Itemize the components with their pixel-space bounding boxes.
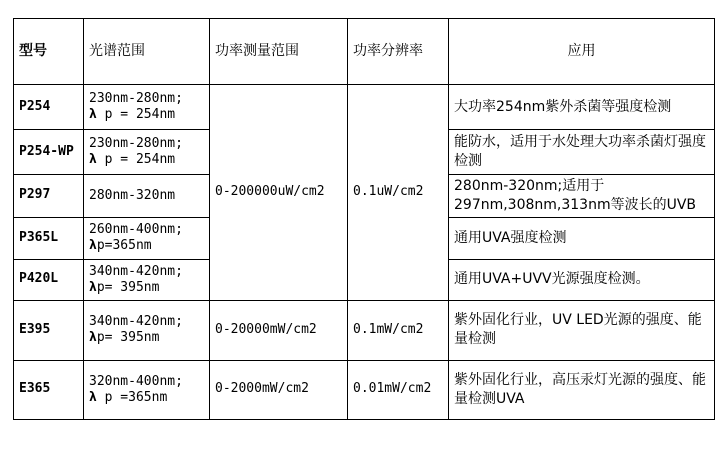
spectrum-cell [84,175,210,218]
lambda-symbol: λ [89,279,97,295]
spectrum-range: 230nm-280nm; [89,135,183,151]
p-series-resolution: 0.1uW/cm2 [348,85,449,301]
model-cell: P365L [14,217,84,259]
model-cell: P254 [14,85,84,130]
lambda-symbol: λ [89,389,97,405]
peak-wavelength: λ p = 254nm [89,152,176,167]
application-cell: 大功率254nm紫外杀菌等强度检测 [449,85,715,130]
application-cell: 280nm-320nm;适用于297nm,308nm,313nm等波长的UVB [449,175,715,218]
header-spectrum: 光谱范围 [84,19,210,85]
application-cell: 通用UVA+UVV光源强度检测。 [449,259,715,300]
application-cell: 紫外固化行业，UV LED光源的强度、能量检测 [449,300,715,360]
spectrum-range: 260nm-400nm; [89,222,183,238]
spectrum-cell [84,259,210,300]
spectrum-range: 340nm-420nm; [89,314,183,330]
peak-wavelength: λp= 395nm [89,279,160,295]
header-row [14,19,715,85]
spectrum-range: 230nm-280nm; [89,90,183,106]
peak-wavelength: λ p =365nm [89,389,168,405]
model-cell: P254-WP [14,130,84,175]
product-spec-table [13,18,715,420]
model-cell: E365 [14,360,84,419]
application-cell: 紫外固化行业，高压汞灯光源的强度、能量检测UVA [449,360,715,419]
header-model: 型号 [14,19,84,85]
spectrum-cell [84,360,210,419]
table-row [14,300,715,360]
spectrum-cell [84,300,210,360]
spectrum-range: 320nm-400nm; [89,373,183,389]
power-range-cell: 0-2000mW/cm2 [210,360,348,419]
table-row [14,360,715,419]
model-cell: P420L [14,259,84,300]
lambda-symbol: λ [89,330,97,346]
power-range-cell: 0-20000mW/cm2 [210,300,348,360]
table-row [14,85,715,130]
lambda-symbol: λ [89,152,97,167]
application-cell: 通用UVA强度检测 [449,217,715,259]
header-resolution: 功率分辨率 [348,19,449,85]
application-cell: 能防水，适用于水处理大功率杀菌灯强度检测 [449,130,715,175]
spectrum-cell [84,85,210,130]
peak-wavelength: λ p = 254nm [89,107,176,122]
spectrum-range: 280nm-320nm [89,187,176,203]
p-series-power-range: 0-200000uW/cm2 [210,85,348,301]
resolution-cell: 0.1mW/cm2 [348,300,449,360]
header-power-range: 功率测量范围 [210,19,348,85]
model-cell: P297 [14,175,84,218]
spectrum-cell [84,130,210,175]
spectrum-range: 340nm-420nm; [89,263,183,279]
lambda-symbol: λ [89,107,97,122]
spectrum-cell [84,217,210,259]
lambda-symbol: λ [89,238,97,254]
peak-wavelength: λp=365nm [89,238,152,254]
model-cell: E395 [14,300,84,360]
header-application: 应用 [449,19,715,85]
resolution-cell: 0.01mW/cm2 [348,360,449,419]
peak-wavelength: λp= 395nm [89,330,160,346]
